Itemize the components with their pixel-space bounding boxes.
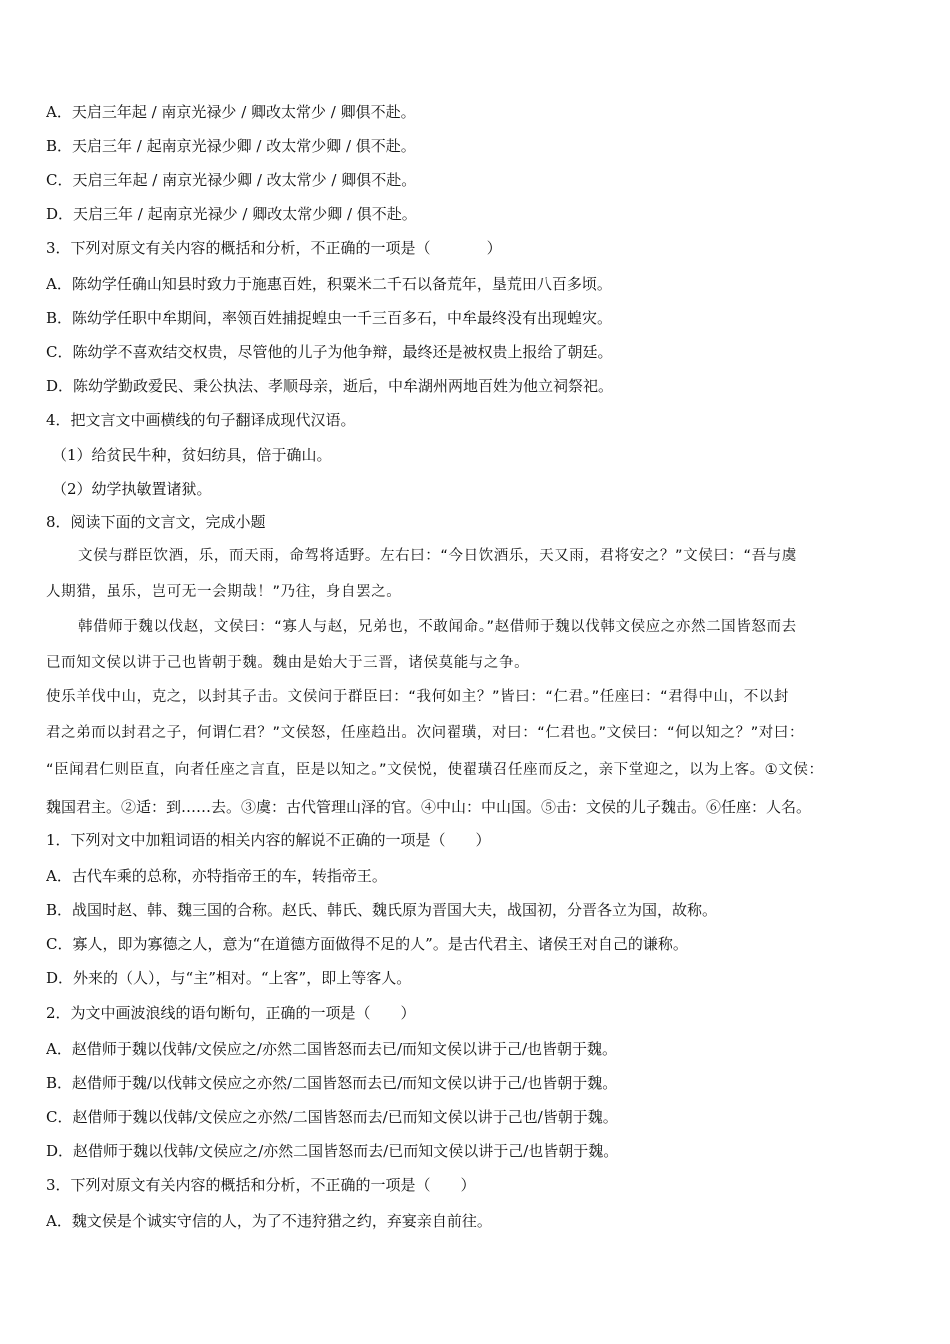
passage-line-5: 使乐羊伐中山，克之，以封其子击。文侯问于群臣曰：“我何如主？”皆曰：“仁君。”任座曰：“君得中山，不以封 [46,689,790,705]
question-4-stem: 4．把文言文中画横线的句子翻译成现代汉语。 [46,411,356,429]
question-3-option-d: D．陈幼学勤政爱民、秉公执法、孝顺母亲，逝后，中牟湖州两地百姓为他立祠祭祀。 [46,377,614,395]
part2-question-3-stem: 3．下列对原文有关内容的概括和分析，不正确的一项是（ ） [46,1176,476,1194]
option-b: B．天启三年 / 起南京光禄少卿 / 改太常少卿 / 俱不赴。 [46,137,416,155]
passage-line-2: 人期猎，虽乐，岂可无一会期哉！”乃往，身自罢之。 [46,584,402,600]
answer-paren-close: ） [486,239,502,257]
passage-notes: 魏国君主。②适：到……去。③虞：古代管理山泽的官。④中山：中山国。⑤击：文侯的儿子魏击。⑥任座：人名。 [46,798,812,816]
part2-question-1-stem: 1．下列对文中加粗词语的相关内容的解说不正确的一项是（ ） [46,831,491,849]
question-3-text: 3．下列对原文有关内容的概括和分析，不正确的一项是 [46,239,416,257]
answer-paren-open: （ [415,239,431,257]
part2-question-2-option-a: A．赵借师于魏以伐韩/文侯应之/亦然二国皆怒而去已/而知文侯以讲于己/也皆朝于魏。 [46,1040,618,1058]
part2-question-2-option-b: B．赵借师于魏/以伐韩文侯应之亦然/二国皆怒而去已/而知文侯以讲于己/也皆朝于魏。 [46,1074,618,1092]
question-3-option-b: B．陈幼学任职中牟期间，率领百姓捕捉蝗虫一千三百多石，中牟最终没有出现蝗灾。 [46,309,613,327]
part2-question-3-option-a: A．魏文侯是个诚实守信的人，为了不违狩猎之约，弃宴亲自前往。 [46,1212,492,1230]
passage-line-7: “臣闻君仁则臣直，向者任座之言直，臣是以知之。”文侯悦，使翟璜召任座而反之，亲下堂迎之，以为上客。①文侯： [46,762,824,778]
part2-question-2-stem: 2．为文中画波浪线的语句断句，正确的一项是（ ） [46,1004,416,1022]
passage-line-6: 君之弟而以封君之子，何谓仁君？”文侯怒，任座趋出。次问翟璜，对曰：“仁君也。”文侯曰：“何以知之？”对曰： [46,725,805,741]
option-a: A．天启三年起 / 南京光禄少 / 卿改太常少 / 卿俱不赴。 [46,103,416,121]
question-4-item-1: （1）给贫民牛种，贫妇纺具，倍于确山。 [52,446,332,464]
option-c: C．天启三年起 / 南京光禄少卿 / 改太常少 / 卿俱不赴。 [46,171,417,189]
question-3-option-c: C．陈幼学不喜欢结交权贵，尽管他的儿子为他争辩，最终还是被权贵上报给了朝廷。 [46,343,613,361]
part2-question-2-option-d: D．赵借师于魏以伐韩/文侯应之/亦然二国皆怒而去/已而知文侯以讲于己/也皆朝于魏。 [46,1142,619,1160]
part2-question-2-option-c: C．赵借师于魏以伐韩/文侯应之亦然/二国皆怒而去/已而知文侯以讲于己也/皆朝于魏。 [46,1108,618,1126]
question-3-option-a: A．陈幼学任确山知县时致力于施惠百姓，积粟米二千石以备荒年，垦荒田八百多顷。 [46,275,612,293]
passage-line-4: 已而知文侯以讲于己也皆朝于魏。魏由是始大于三晋，诸侯莫能与之争。 [46,655,530,671]
passage-line-1: 文侯与群臣饮酒，乐，而天雨，命驾将适野。左右曰：“今日饮酒乐，天又雨，君将安之？”文侯曰：“吾与虞 [78,548,797,564]
question-4-item-2: （2）幼学执敏置诸狱。 [52,480,212,498]
option-d: D．天启三年 / 起南京光禄少 / 卿改太常少卿 / 俱不赴。 [46,205,417,223]
question-3-stem [46,237,916,259]
part2-question-1-option-c: C．寡人，即为寡德之人，意为“在道德方面做得不足的人”。是古代君主、诸侯王对自己的谦称。 [46,935,688,953]
part2-question-1-option-a: A．古代车乘的总称，亦特指帝王的车，转指帝王。 [46,867,387,885]
section-8-title: 8．阅读下面的文言文，完成小题 [46,513,266,531]
passage-line-3: 韩借师于魏以伐赵，文侯曰：“寡人与赵，兄弟也，不敢闻命。”赵借师于魏以伐韩文侯应之亦然二国皆怒而去 [78,619,797,635]
part2-question-1-option-d: D．外来的（人），与“主”相对。“上客”，即上等客人。 [46,969,412,987]
part2-question-1-option-b: B．战国时赵、韩、魏三国的合称。赵氏、韩氏、魏氏原为晋国大夫，战国初，分晋各立为国，故称。 [46,901,718,919]
